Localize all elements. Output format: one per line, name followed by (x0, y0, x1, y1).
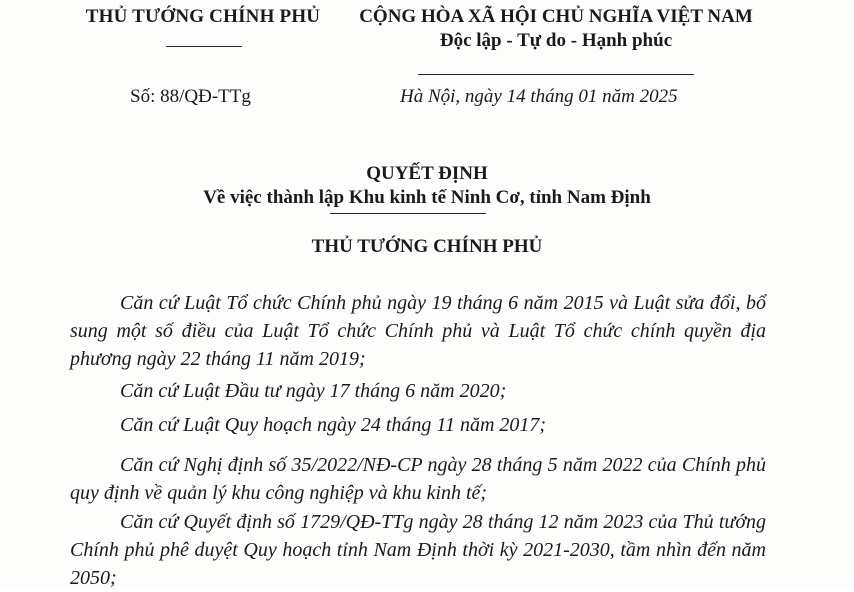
decision-type: QUYẾT ĐỊNH (366, 163, 488, 184)
preamble-paragraph: Căn cứ Luật Tổ chức Chính phủ ngày 19 tháng 6 năm 2015 và Luật sửa đổi, bổ sung một số điều của Luật Tổ chức Chính phủ và Luật Tổ chức chính quyền địa phương ngày 22 tháng 11 năm 2019; (70, 292, 766, 370)
preamble-paragraph: Căn cứ Luật Đầu tư ngày 17 tháng 6 năm 2020; (120, 380, 507, 402)
national-header (336, 6, 776, 52)
preamble-paragraph: Căn cứ Luật Quy hoạch ngày 24 tháng 11 năm 2017; (120, 414, 547, 436)
decision-subject: Về việc thành lập Khu kinh tế Ninh Cơ, tỉnh Nam Định (203, 187, 651, 208)
authority-underline (166, 46, 242, 47)
issuer-heading: THỦ TƯỚNG CHÍNH PHỦ (311, 236, 543, 257)
document-number: Số: 88/QĐ-TTg (130, 86, 251, 107)
motto-underline (418, 74, 694, 75)
place-and-date: Hà Nội, ngày 14 tháng 01 năm 2025 (400, 86, 678, 107)
national-motto: Độc lập - Tự do - Hạnh phúc (439, 30, 673, 51)
country-name: CỘNG HÒA XÃ HỘI CHỦ NGHĨA VIỆT NAM (359, 6, 753, 27)
preamble-paragraph: Căn cứ Quyết định số 1729/QĐ-TTg ngày 28 tháng 12 năm 2023 của Thủ tướng Chính phủ phê duyệt Quy hoạch tỉnh Nam Định thời kỳ 2021-2030, tầm nhìn đến năm 2050; (70, 511, 766, 589)
subject-underline (330, 213, 486, 214)
issuing-authority: THỦ TƯỚNG CHÍNH PHỦ (85, 6, 321, 27)
preamble-paragraph: Căn cứ Nghị định số 35/2022/NĐ-CP ngày 28 tháng 5 năm 2022 của Chính phủ quy định về quản lý khu công nghiệp và khu kinh tế; (70, 454, 766, 504)
